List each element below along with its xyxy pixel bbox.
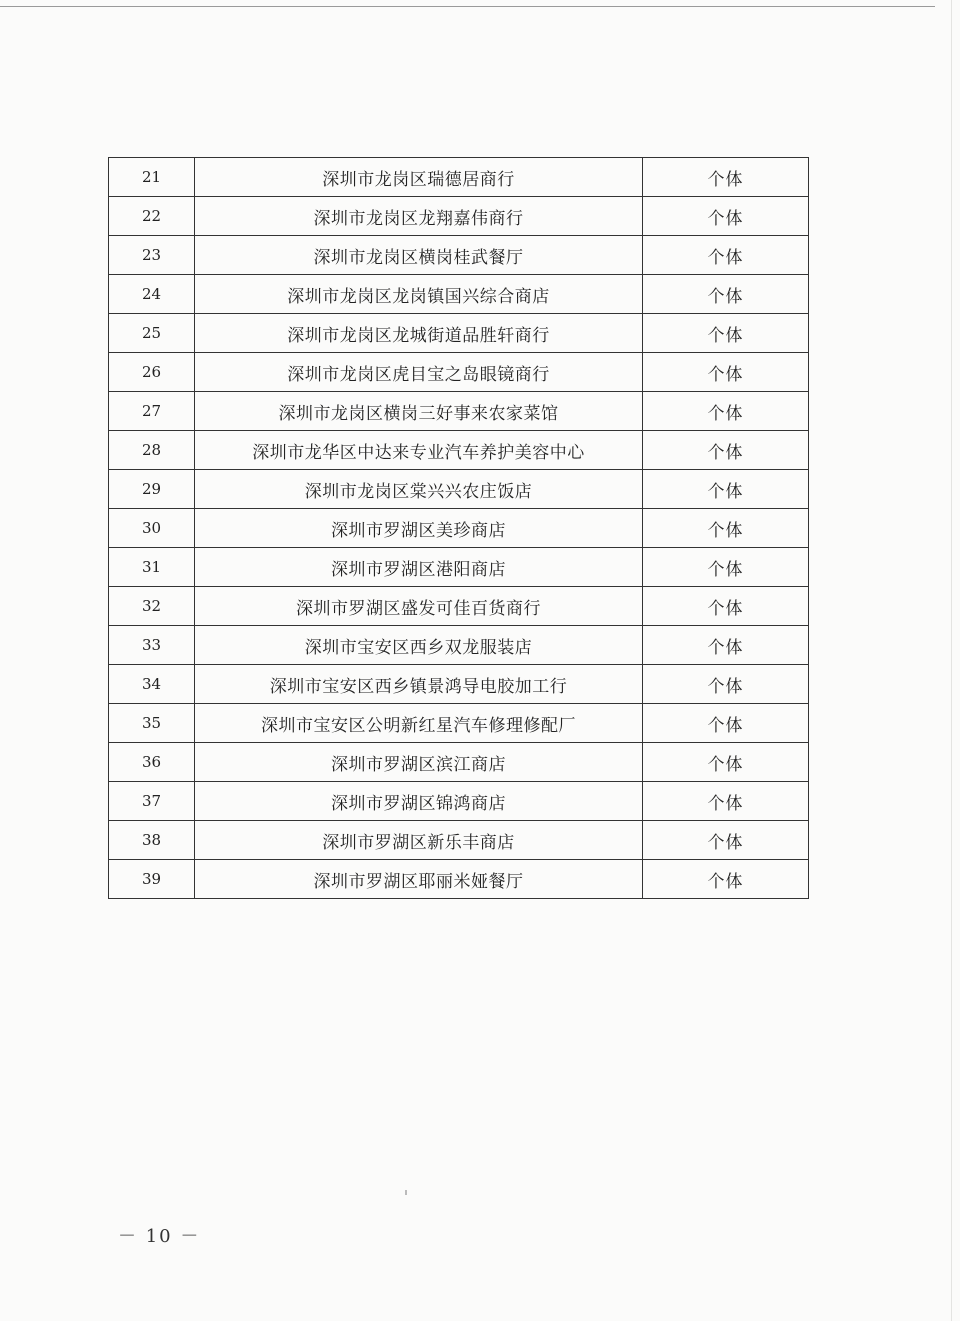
table-row <box>109 392 809 431</box>
business-name-cell: 深圳市龙岗区虎目宝之岛眼镜商行 <box>195 353 643 392</box>
business-name-cell: 深圳市龙岗区龙岗镇国兴综合商店 <box>195 275 643 314</box>
table-row <box>109 782 809 821</box>
business-type-cell: 个体 <box>643 353 809 392</box>
business-name-cell: 深圳市龙岗区瑞德居商行 <box>195 158 643 197</box>
business-name-cell: 深圳市宝安区西乡双龙服装店 <box>195 626 643 665</box>
row-number-cell: 22 <box>109 197 195 236</box>
table-row <box>109 860 809 899</box>
business-type-cell: 个体 <box>643 743 809 782</box>
table-row <box>109 548 809 587</box>
scan-right-edge <box>951 0 952 1321</box>
business-name-cell: 深圳市罗湖区滨江商店 <box>195 743 643 782</box>
business-list-table <box>108 157 809 899</box>
business-name-cell: 深圳市罗湖区耶丽米娅餐厅 <box>195 860 643 899</box>
row-number-cell: 35 <box>109 704 195 743</box>
business-name-cell: 深圳市罗湖区锦鸿商店 <box>195 782 643 821</box>
business-name-cell: 深圳市龙岗区龙翔嘉伟商行 <box>195 197 643 236</box>
table-row <box>109 509 809 548</box>
business-type-cell: 个体 <box>643 275 809 314</box>
business-name-cell: 深圳市宝安区西乡镇景鸿导电胶加工行 <box>195 665 643 704</box>
row-number-cell: 36 <box>109 743 195 782</box>
row-number-cell: 38 <box>109 821 195 860</box>
business-type-cell: 个体 <box>643 587 809 626</box>
business-name-cell: 深圳市罗湖区港阳商店 <box>195 548 643 587</box>
row-number-cell: 23 <box>109 236 195 275</box>
scan-top-border-line <box>0 6 935 7</box>
scan-speck <box>405 1190 407 1195</box>
business-type-cell: 个体 <box>643 158 809 197</box>
row-number-cell: 31 <box>109 548 195 587</box>
row-number-cell: 21 <box>109 158 195 197</box>
business-name-cell: 深圳市龙岗区横岗三好事来农家菜馆 <box>195 392 643 431</box>
table-row <box>109 587 809 626</box>
business-name-cell: 深圳市罗湖区盛发可佳百货商行 <box>195 587 643 626</box>
row-number-cell: 29 <box>109 470 195 509</box>
business-type-cell: 个体 <box>643 665 809 704</box>
row-number-cell: 39 <box>109 860 195 899</box>
table-row <box>109 197 809 236</box>
business-type-cell: 个体 <box>643 626 809 665</box>
business-name-cell: 深圳市龙岗区棠兴兴农庄饭店 <box>195 470 643 509</box>
business-name-cell: 深圳市罗湖区美珍商店 <box>195 509 643 548</box>
business-type-cell: 个体 <box>643 197 809 236</box>
table-row <box>109 743 809 782</box>
row-number-cell: 26 <box>109 353 195 392</box>
business-name-cell: 深圳市龙华区中达来专业汽车养护美容中心 <box>195 431 643 470</box>
row-number-cell: 30 <box>109 509 195 548</box>
row-number-cell: 27 <box>109 392 195 431</box>
row-number-cell: 25 <box>109 314 195 353</box>
business-type-cell: 个体 <box>643 509 809 548</box>
table-row <box>109 314 809 353</box>
business-type-cell: 个体 <box>643 782 809 821</box>
business-type-cell: 个体 <box>643 470 809 509</box>
row-number-cell: 32 <box>109 587 195 626</box>
business-type-cell: 个体 <box>643 236 809 275</box>
table-row <box>109 431 809 470</box>
business-type-cell: 个体 <box>643 392 809 431</box>
business-type-cell: 个体 <box>643 314 809 353</box>
row-number-cell: 28 <box>109 431 195 470</box>
table-row <box>109 470 809 509</box>
row-number-cell: 37 <box>109 782 195 821</box>
table-row <box>109 158 809 197</box>
table-row <box>109 665 809 704</box>
business-type-cell: 个体 <box>643 860 809 899</box>
table-row <box>109 236 809 275</box>
page-number: － 10 － <box>118 1226 201 1247</box>
business-name-cell: 深圳市罗湖区新乐丰商店 <box>195 821 643 860</box>
row-number-cell: 24 <box>109 275 195 314</box>
table-row <box>109 821 809 860</box>
table-body <box>109 158 809 899</box>
business-type-cell: 个体 <box>643 548 809 587</box>
table-row <box>109 626 809 665</box>
table-row <box>109 275 809 314</box>
business-name-cell: 深圳市宝安区公明新红星汽车修理修配厂 <box>195 704 643 743</box>
row-number-cell: 34 <box>109 665 195 704</box>
table-row <box>109 704 809 743</box>
business-type-cell: 个体 <box>643 704 809 743</box>
business-type-cell: 个体 <box>643 821 809 860</box>
business-name-cell: 深圳市龙岗区龙城街道品胜轩商行 <box>195 314 643 353</box>
table-row <box>109 353 809 392</box>
business-type-cell: 个体 <box>643 431 809 470</box>
business-name-cell: 深圳市龙岗区横岗桂武餐厅 <box>195 236 643 275</box>
row-number-cell: 33 <box>109 626 195 665</box>
